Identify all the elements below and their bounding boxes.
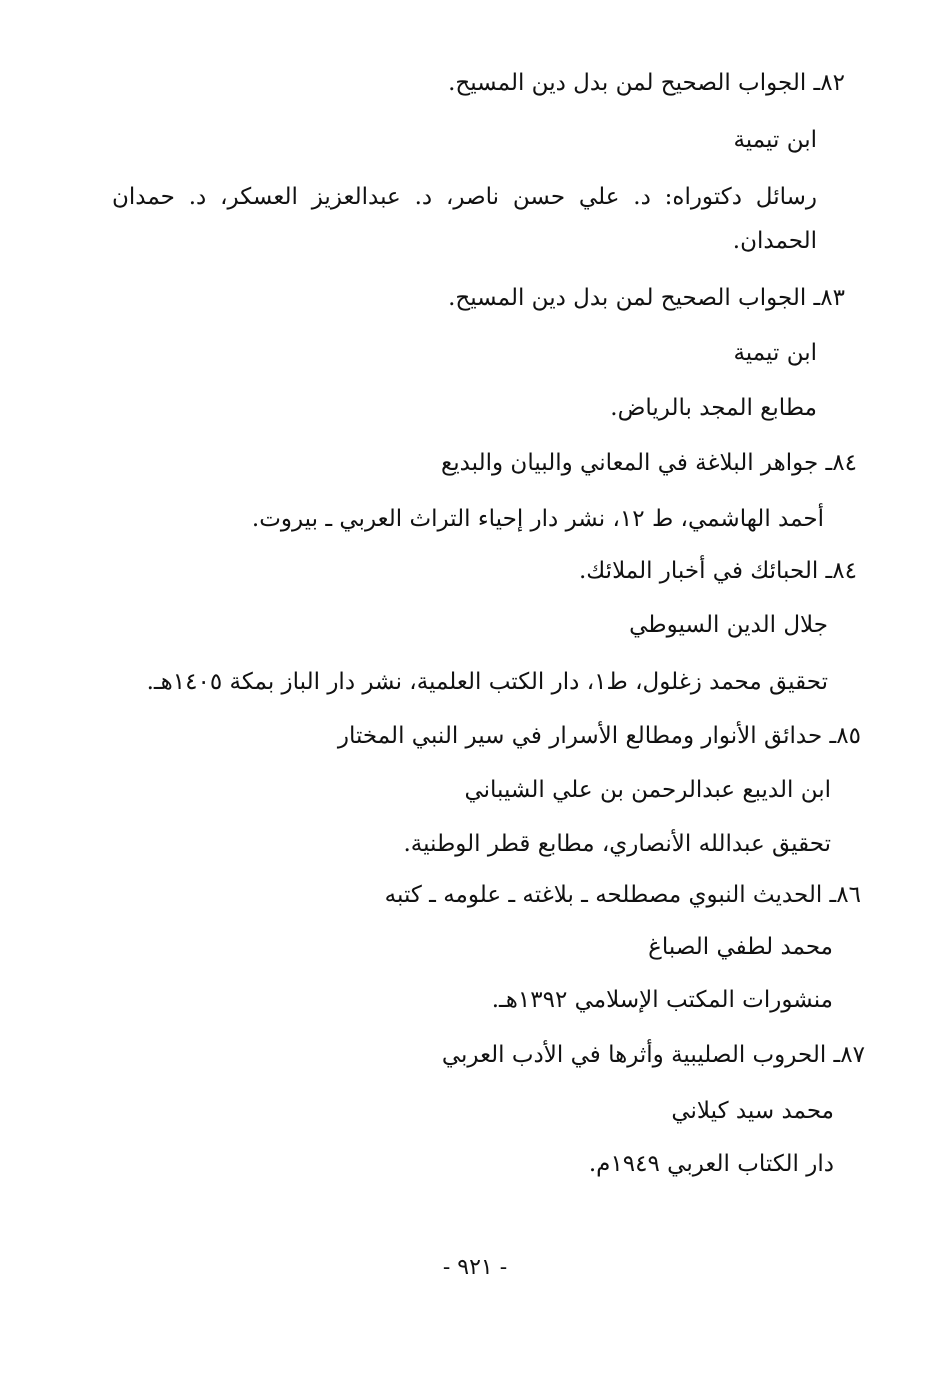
entry-82-publisher-line-1: رسائل دكتوراه: د. علي حسن ناصر، د. عبدالعزيز العسكر، د. حمدان [112,184,817,210]
entry-84b-author: جلال الدين السيوطي [629,612,828,638]
entry-86-title: ٨٦ـ الحديث النبوي مصطلحه ـ بلاغته ـ علومه ـ كتبه [384,882,861,908]
page-number: - ٩٢١ - [442,1255,508,1280]
entry-83-publisher: مطابع المجد بالرياض. [610,395,817,421]
entry-86-publisher: منشورات المكتب الإسلامي ١٣٩٢هـ. [491,987,833,1013]
entry-87-author: محمد سيد كيلاني [671,1098,834,1124]
entry-85-title: ٨٥ـ حدائق الأنوار ومطالع الأسرار في سير النبي المختار [337,723,861,749]
entry-84-title: ٨٤ـ جواهر البلاغة في المعاني والبيان والبديع [440,450,857,476]
entry-85-author: ابن الديبع عبدالرحمن بن علي الشيباني [464,777,831,803]
entry-82-publisher-line-2: الحمدان. [732,228,817,254]
entry-87-title: ٨٧ـ الحروب الصليبية وأثرها في الأدب العربي [441,1042,865,1068]
entry-84b-publisher: تحقيق محمد زغلول، ط١، دار الكتب العلمية، نشر دار الباز بمكة ١٤٠٥هـ. [146,669,828,695]
entry-82-author: ابن تيمية [733,127,817,153]
entry-83-title: ٨٣ـ الجواب الصحيح لمن بدل دين المسيح. [448,285,845,311]
entry-83-author: ابن تيمية [733,340,817,366]
entry-84-author-publisher: أحمد الهاشمي، ط ١٢، نشر دار إحياء التراث العربي ـ بيروت. [251,506,824,532]
entry-87-publisher: دار الكتاب العربي ١٩٤٩م. [588,1151,834,1177]
entry-86-author: محمد لطفي الصباغ [648,934,833,960]
entry-82-title: ٨٢ـ الجواب الصحيح لمن بدل دين المسيح. [448,70,845,96]
entry-85-publisher: تحقيق عبدالله الأنصاري، مطابع قطر الوطنية. [403,831,831,857]
entry-84b-title: ٨٤ـ الحبائك في أخبار الملائك. [578,558,857,584]
